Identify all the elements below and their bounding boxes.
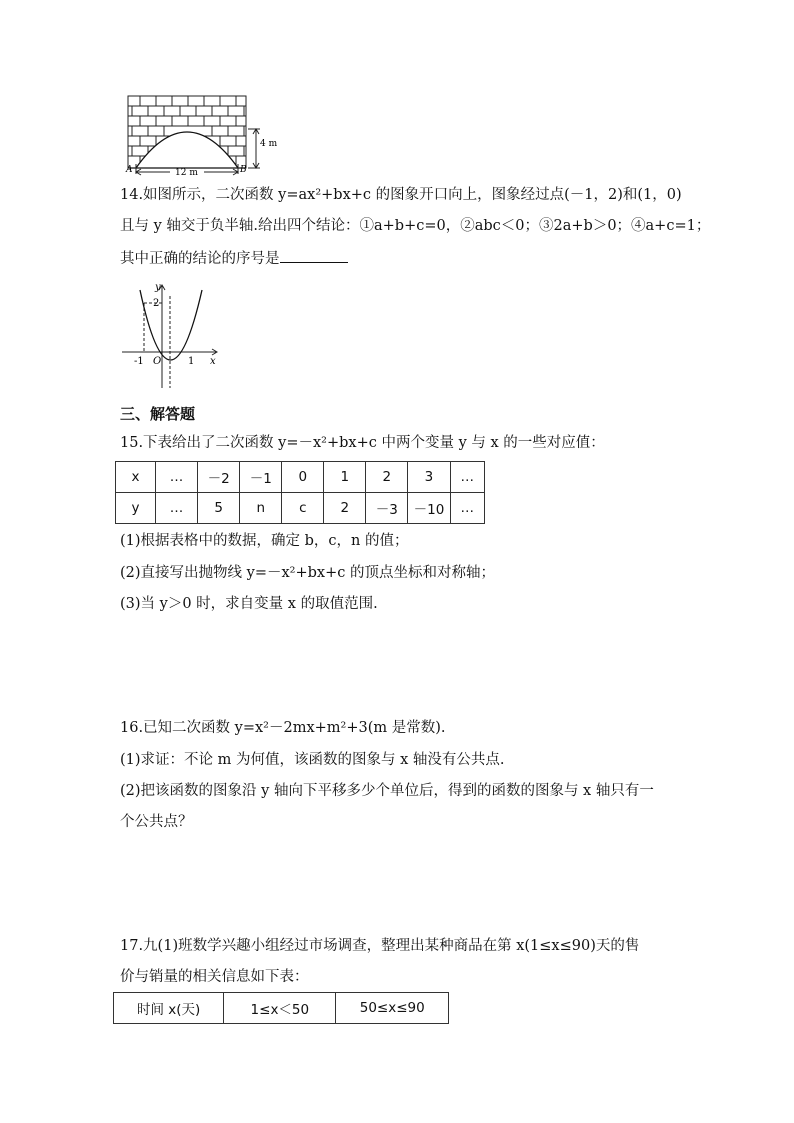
origin-label: O bbox=[153, 356, 162, 367]
tick-2-label: 2 bbox=[153, 298, 160, 309]
q15-value-table bbox=[115, 461, 485, 524]
q17-info-table bbox=[113, 992, 449, 1024]
q15-part3: (3)当 y＞0 时，求自变量 x 的取值范围. bbox=[120, 596, 378, 612]
table-cell: －2 bbox=[198, 462, 240, 493]
y-axis-label: y bbox=[155, 282, 161, 293]
q17-line1: 17.九(1)班数学兴趣小组经过市场调查，整理出某种商品在第 x(1≤x≤90)天的售 bbox=[120, 938, 640, 954]
table-cell: －3 bbox=[366, 493, 408, 524]
table-cell: －1 bbox=[240, 462, 282, 493]
table-row bbox=[114, 993, 449, 1024]
height-label: 4 m bbox=[260, 139, 278, 149]
tick-neg1-label: -1 bbox=[134, 356, 144, 367]
parabola-graph-figure bbox=[118, 280, 228, 392]
table-cell: 5 bbox=[198, 493, 240, 524]
table-cell: 2 bbox=[324, 493, 366, 524]
q14-answer-blank[interactable] bbox=[280, 247, 348, 263]
tick-1-label: 1 bbox=[188, 356, 195, 367]
table-cell: －10 bbox=[408, 493, 450, 524]
table-cell: … bbox=[450, 462, 484, 493]
table-cell: 1≤x＜50 bbox=[224, 993, 336, 1024]
q17-line2: 价与销量的相关信息如下表： bbox=[120, 969, 309, 985]
table-cell: 2 bbox=[366, 462, 408, 493]
table-cell: y bbox=[116, 493, 156, 524]
x-axis-label: x bbox=[210, 356, 216, 367]
table-cell: 50≤x≤90 bbox=[336, 993, 449, 1024]
table-cell: … bbox=[156, 462, 198, 493]
bridge-arch-figure bbox=[120, 92, 290, 176]
table-cell: 1 bbox=[324, 462, 366, 493]
table-cell: x bbox=[116, 462, 156, 493]
q14-line1: 14.如图所示，二次函数 y=ax²+bx+c 的图象开口向上，图象经过点(－1，2)和(1，0) bbox=[120, 187, 682, 203]
width-label: 12 m bbox=[175, 168, 198, 176]
table-cell: … bbox=[156, 493, 198, 524]
q16-part2-line2: 个公共点？ bbox=[120, 814, 193, 830]
q16-intro: 16.已知二次函数 y=x²－2mx+m²+3(m 是常数). bbox=[120, 720, 446, 736]
table-cell: 0 bbox=[282, 462, 324, 493]
q16-part1: (1)求证：不论 m 为何值，该函数的图象与 x 轴没有公共点. bbox=[120, 752, 505, 768]
q14-line3 bbox=[120, 247, 348, 269]
q14-line2: 且与 y 轴交于负半轴.给出四个结论：①a+b+c=0，②abc＜0；③2a+b＞0；④a+c=1； bbox=[120, 218, 711, 234]
q15-part1: (1)根据表格中的数据，确定 b，c，n 的值； bbox=[120, 533, 409, 549]
table-row bbox=[116, 493, 485, 524]
q14-question-text: 其中正确的结论的序号是 bbox=[120, 251, 280, 267]
q16-part2-line1: (2)把该函数的图象沿 y 轴向下平移多少个单位后，得到的函数的图象与 x 轴只有一 bbox=[120, 783, 654, 799]
table-row bbox=[116, 462, 485, 493]
q15-intro: 15.下表给出了二次函数 y=－x²+bx+c 中两个变量 y 与 x 的一些对应值： bbox=[120, 435, 605, 451]
table-cell: … bbox=[450, 493, 484, 524]
table-cell: c bbox=[282, 493, 324, 524]
q15-part2: (2)直接写出抛物线 y=－x²+bx+c 的顶点坐标和对称轴； bbox=[120, 565, 495, 581]
table-cell: n bbox=[240, 493, 282, 524]
section-title: 三、解答题 bbox=[120, 405, 196, 423]
table-cell: 3 bbox=[408, 462, 450, 493]
point-a-label: A bbox=[126, 165, 133, 175]
point-b-label: B bbox=[240, 165, 247, 175]
table-cell: 时间 x(天) bbox=[114, 993, 224, 1024]
